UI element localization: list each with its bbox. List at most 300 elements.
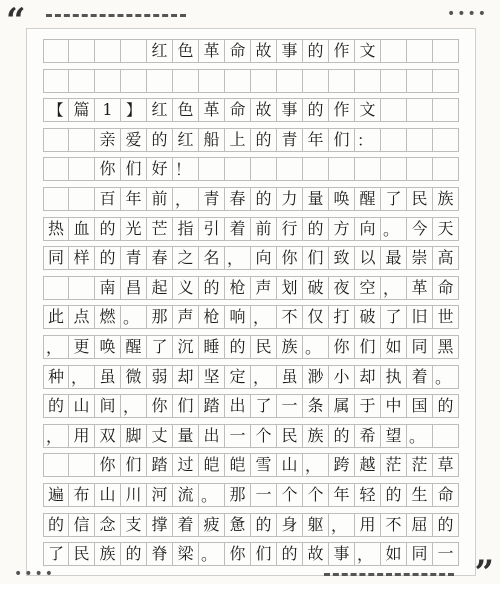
grid-cell: 弱	[147, 365, 173, 389]
grid-cell: 以	[355, 246, 381, 270]
grid-cell: 虽	[277, 365, 303, 389]
grid-cell: 故	[303, 542, 329, 566]
grid-cell	[329, 157, 355, 181]
grid-cell: 出	[225, 394, 251, 418]
grid-cell: 的	[43, 394, 69, 418]
grid-cell: 民	[407, 187, 433, 211]
grid-cell: ，	[303, 453, 329, 477]
grid-cell: 山	[69, 394, 95, 418]
grid-cell: 事	[277, 39, 303, 63]
grid-cell	[407, 98, 433, 122]
grid-cell: 。	[199, 483, 225, 507]
grid-cell: 夜	[329, 276, 355, 300]
bottom-dashed-border	[324, 573, 454, 576]
grid-cell: 一	[225, 424, 251, 448]
grid-cell: 属	[329, 394, 355, 418]
grid-cell: 踏	[199, 394, 225, 418]
close-quote-mark: ”	[474, 553, 494, 593]
grid-cell: 民	[251, 335, 277, 359]
grid-cell: 河	[147, 483, 173, 507]
grid-cell: 船	[199, 128, 225, 152]
grid-cell: 之	[173, 246, 199, 270]
grid-cell: 躯	[303, 513, 329, 537]
grid-cell	[277, 69, 303, 93]
grid-cell: 事	[277, 98, 303, 122]
grid-cell	[69, 187, 95, 211]
top-dashed-border	[46, 14, 186, 17]
grid-cell: 定	[225, 365, 251, 389]
text-row	[43, 98, 459, 122]
grid-cell	[43, 39, 69, 63]
grid-cell: 的	[329, 424, 355, 448]
grid-cell: 生	[407, 483, 433, 507]
grid-cell: 红	[147, 98, 173, 122]
grid-cell: 同	[407, 335, 433, 359]
grid-cell: 们	[121, 453, 147, 477]
grid-cell: 撑	[147, 513, 173, 537]
grid-cell: 昌	[121, 276, 147, 300]
grid-cell: 的	[303, 39, 329, 63]
grid-cell: 文	[355, 98, 381, 122]
grid-cell: 越	[355, 453, 381, 477]
grid-cell: 色	[173, 98, 199, 122]
grid-cell: 惫	[225, 513, 251, 537]
grid-cell: 了	[381, 305, 407, 329]
grid-cell	[95, 69, 121, 93]
grid-cell: 皑	[225, 453, 251, 477]
grid-cell: 】	[121, 98, 147, 122]
text-row	[43, 276, 459, 300]
grid-cell: 革	[199, 98, 225, 122]
grid-cell: 芒	[147, 217, 173, 241]
grid-cell: 打	[329, 305, 355, 329]
grid-cell: 种	[43, 365, 69, 389]
grid-cell: 信	[69, 513, 95, 537]
grid-cell: 屈	[407, 513, 433, 537]
grid-cell: ，	[43, 335, 69, 359]
grid-cell	[121, 39, 147, 63]
grid-cell: ，	[329, 513, 355, 537]
grid-cell: 中	[381, 394, 407, 418]
grid-cell: 血	[69, 217, 95, 241]
grid-cell	[69, 39, 95, 63]
grid-cell: 力	[277, 187, 303, 211]
grid-cell: 年	[121, 187, 147, 211]
grid-cell: 如	[381, 335, 407, 359]
essay-title-row	[43, 39, 459, 63]
grid-cell: 微	[121, 365, 147, 389]
grid-cell: 的	[147, 128, 173, 152]
grid-cell: 故	[251, 39, 277, 63]
grid-cell: 向	[251, 246, 277, 270]
grid-cell: 天	[433, 217, 459, 241]
grid-cell	[199, 157, 225, 181]
grid-cell: 用	[69, 424, 95, 448]
grid-cell: 皑	[199, 453, 225, 477]
bottom-left-dots: ••••	[14, 566, 56, 582]
grid-cell: 民	[69, 542, 95, 566]
grid-cell: 那	[225, 483, 251, 507]
grid-cell: 踏	[147, 453, 173, 477]
grid-cell: 个	[251, 424, 277, 448]
grid-cell: 间	[95, 394, 121, 418]
grid-cell: 旧	[407, 305, 433, 329]
grid-cell: 事	[329, 542, 355, 566]
grid-cell: 义	[173, 276, 199, 300]
grid-cell: 你	[95, 453, 121, 477]
grid-cell: 崇	[407, 246, 433, 270]
grid-cell: 茫	[407, 453, 433, 477]
grid-cell: 的	[43, 513, 69, 537]
grid-cell: 爱	[121, 128, 147, 152]
grid-cell: 你	[225, 542, 251, 566]
grid-cell: 那	[147, 305, 173, 329]
grid-cell: 仅	[303, 305, 329, 329]
text-row	[43, 305, 459, 329]
grid-cell: 的	[251, 187, 277, 211]
grid-cell: 枪	[199, 305, 225, 329]
grid-cell	[407, 128, 433, 152]
grid-cell: 着	[407, 365, 433, 389]
grid-cell	[43, 69, 69, 93]
grid-cell: 破	[303, 276, 329, 300]
grid-cell	[43, 453, 69, 477]
text-row	[43, 69, 459, 93]
grid-cell: 一	[251, 483, 277, 507]
grid-cell: 流	[173, 483, 199, 507]
grid-cell: 年	[329, 483, 355, 507]
grid-cell: 破	[355, 305, 381, 329]
grid-cell: 跨	[329, 453, 355, 477]
grid-cell: 声	[251, 276, 277, 300]
grid-cell: 一	[277, 394, 303, 418]
grid-cell: 的	[95, 246, 121, 270]
grid-cell: 了	[381, 187, 407, 211]
top-right-dots: ••••	[446, 6, 488, 22]
grid-cell: 们	[121, 157, 147, 181]
grid-cell: 色	[173, 39, 199, 63]
grid-cell: 同	[407, 542, 433, 566]
grid-cell	[251, 157, 277, 181]
grid-cell: 望	[381, 424, 407, 448]
grid-cell	[407, 39, 433, 63]
grid-cell: 此	[43, 305, 69, 329]
grid-cell: 你	[95, 157, 121, 181]
grid-cell: 作	[329, 98, 355, 122]
grid-cell: 们	[251, 542, 277, 566]
grid-cell	[407, 157, 433, 181]
grid-cell: 青	[199, 187, 225, 211]
grid-cell: 睡	[199, 335, 225, 359]
grid-cell	[355, 69, 381, 93]
grid-cell: 篇	[69, 98, 95, 122]
grid-cell	[225, 157, 251, 181]
grid-cell: 枪	[225, 276, 251, 300]
grid-cell: 你	[147, 394, 173, 418]
grid-cell	[303, 157, 329, 181]
grid-cell: 向	[355, 217, 381, 241]
grid-cell: 小	[329, 365, 355, 389]
grid-cell: 族	[303, 424, 329, 448]
grid-cell: ，	[69, 365, 95, 389]
grid-cell: 不	[381, 513, 407, 537]
grid-cell: 上	[225, 128, 251, 152]
grid-cell: 亲	[95, 128, 121, 152]
grid-cell	[43, 157, 69, 181]
grid-cell: 着	[225, 217, 251, 241]
grid-cell: 了	[43, 542, 69, 566]
text-row	[43, 217, 459, 241]
grid-cell	[95, 39, 121, 63]
grid-cell: 红	[173, 128, 199, 152]
grid-cell: 的	[381, 483, 407, 507]
grid-cell: 的	[277, 542, 303, 566]
grid-cell: 年	[303, 128, 329, 152]
grid-cell: ！	[173, 157, 199, 181]
text-row	[43, 335, 459, 359]
grid-cell: 醒	[355, 187, 381, 211]
grid-cell: 【	[43, 98, 69, 122]
grid-cell: 。	[121, 305, 147, 329]
grid-cell	[433, 98, 459, 122]
grid-cell	[381, 98, 407, 122]
grid-cell	[381, 69, 407, 93]
text-row	[43, 453, 459, 477]
grid-cell: 一	[433, 542, 459, 566]
grid-cell	[433, 157, 459, 181]
grid-cell: 个	[277, 483, 303, 507]
grid-cell: 。	[303, 335, 329, 359]
grid-cell: 渺	[303, 365, 329, 389]
grid-cell: 山	[95, 483, 121, 507]
grid-cell: 的	[225, 335, 251, 359]
grid-cell: 条	[303, 394, 329, 418]
grid-cell: 量	[173, 424, 199, 448]
grid-cell: 脚	[121, 424, 147, 448]
grid-cell: 黑	[433, 335, 459, 359]
grid-cell: 前	[147, 187, 173, 211]
grid-cell: 作	[329, 39, 355, 63]
grid-cell: 的	[95, 217, 121, 241]
grid-cell: 茫	[381, 453, 407, 477]
grid-cell: 。	[381, 217, 407, 241]
grid-cell	[225, 69, 251, 93]
grid-cell: 春	[225, 187, 251, 211]
grid-cell: 燃	[95, 305, 121, 329]
grid-cell: 方	[329, 217, 355, 241]
grid-cell: ，	[381, 276, 407, 300]
grid-cell: 梁	[173, 542, 199, 566]
grid-cell: 醒	[121, 335, 147, 359]
grid-cell: 的	[199, 276, 225, 300]
grid-cell: 疲	[199, 513, 225, 537]
grid-cell: ：	[355, 128, 381, 152]
grid-cell: 族	[95, 542, 121, 566]
grid-cell: 声	[173, 305, 199, 329]
grid-cell: 的	[121, 542, 147, 566]
grid-cell: ，	[251, 305, 277, 329]
grid-cell: 引	[199, 217, 225, 241]
grid-cell: ，	[43, 424, 69, 448]
text-row	[43, 365, 459, 389]
grid-cell: 1	[95, 98, 121, 122]
grid-cell	[433, 128, 459, 152]
grid-cell: 们	[173, 394, 199, 418]
grid-cell: 起	[147, 276, 173, 300]
grid-cell	[43, 276, 69, 300]
grid-cell: 族	[433, 187, 459, 211]
grid-cell	[433, 39, 459, 63]
grid-cell: 执	[381, 365, 407, 389]
grid-cell: 族	[277, 335, 303, 359]
grid-cell: 川	[121, 483, 147, 507]
grid-cell: 命	[433, 276, 459, 300]
grid-cell: 百	[95, 187, 121, 211]
grid-cell: 了	[147, 335, 173, 359]
grid-cell	[199, 69, 225, 93]
grid-cell: 出	[199, 424, 225, 448]
grid-cell: 。	[433, 365, 459, 389]
grid-cell	[407, 69, 433, 93]
grid-cell: 布	[69, 483, 95, 507]
grid-cell: ，	[355, 542, 381, 566]
grid-cell: 却	[355, 365, 381, 389]
grid-cell	[381, 128, 407, 152]
grid-cell: 行	[277, 217, 303, 241]
grid-cell	[355, 157, 381, 181]
grid-cell: 用	[355, 513, 381, 537]
grid-cell: 们	[329, 128, 355, 152]
grid-cell: 好	[147, 157, 173, 181]
text-row	[43, 157, 459, 181]
grid-cell	[69, 69, 95, 93]
grid-cell: 的	[251, 128, 277, 152]
grid-cell: 最	[381, 246, 407, 270]
grid-cell: 点	[69, 305, 95, 329]
grid-cell: 名	[199, 246, 225, 270]
grid-cell: 的	[303, 217, 329, 241]
grid-cell: 你	[329, 335, 355, 359]
grid-cell: 着	[173, 513, 199, 537]
grid-cell: 的	[251, 513, 277, 537]
grid-cell	[69, 157, 95, 181]
grid-cell	[69, 128, 95, 152]
grid-cell: 国	[407, 394, 433, 418]
grid-cell	[121, 69, 147, 93]
grid-cell: ，	[173, 187, 199, 211]
grid-cell: 过	[173, 453, 199, 477]
grid-cell: 文	[355, 39, 381, 63]
grid-cell: 同	[43, 246, 69, 270]
grid-cell: 沉	[173, 335, 199, 359]
grid-cell: 。	[199, 542, 225, 566]
grid-cell: ，	[121, 394, 147, 418]
grid-cell: 草	[433, 453, 459, 477]
grid-cell	[277, 157, 303, 181]
grid-cell	[433, 424, 459, 448]
grid-cell: 民	[277, 424, 303, 448]
grid-cell	[381, 39, 407, 63]
grid-cell: 南	[95, 276, 121, 300]
text-row	[43, 513, 459, 537]
grid-cell: 丈	[147, 424, 173, 448]
grid-cell: 不	[277, 305, 303, 329]
grid-cell: 命	[225, 98, 251, 122]
grid-cell: 的	[433, 394, 459, 418]
grid-cell: 轻	[355, 483, 381, 507]
grid-cell: 空	[355, 276, 381, 300]
grid-cell: 划	[277, 276, 303, 300]
grid-cell	[69, 453, 95, 477]
grid-cell: 世	[433, 305, 459, 329]
text-row	[43, 246, 459, 270]
grid-cell	[381, 157, 407, 181]
text-row	[43, 483, 459, 507]
grid-cell: 致	[329, 246, 355, 270]
grid-cell	[69, 276, 95, 300]
text-row	[43, 542, 459, 566]
grid-cell: 于	[355, 394, 381, 418]
grid-cell: 光	[121, 217, 147, 241]
grid-cell: 故	[251, 98, 277, 122]
grid-cell: 虽	[95, 365, 121, 389]
grid-cell: 春	[147, 246, 173, 270]
grid-cell: 高	[433, 246, 459, 270]
grid-cell: 念	[95, 513, 121, 537]
grid-cell: 支	[121, 513, 147, 537]
grid-cell: 脊	[147, 542, 173, 566]
grid-cell: 的	[303, 98, 329, 122]
grid-cell: 量	[303, 187, 329, 211]
grid-cell: 今	[407, 217, 433, 241]
grid-cell: 更	[69, 335, 95, 359]
open-quote-mark: “	[6, 1, 26, 41]
grid-cell: 坚	[199, 365, 225, 389]
grid-cell: 红	[147, 39, 173, 63]
grid-cell	[303, 69, 329, 93]
grid-cell: ，	[225, 246, 251, 270]
grid-cell: 了	[251, 394, 277, 418]
grid-cell: 如	[381, 542, 407, 566]
grid-cell: 响	[225, 305, 251, 329]
grid-cell	[147, 69, 173, 93]
grid-cell: 希	[355, 424, 381, 448]
grid-cell	[43, 128, 69, 152]
grid-cell: 们	[303, 246, 329, 270]
grid-cell	[43, 187, 69, 211]
grid-cell: 革	[199, 39, 225, 63]
grid-cell: 个	[303, 483, 329, 507]
grid-cell: 却	[173, 365, 199, 389]
grid-cell: 山	[277, 453, 303, 477]
grid-cell	[251, 69, 277, 93]
grid-cell: 革	[407, 276, 433, 300]
grid-cell: 唤	[95, 335, 121, 359]
grid-cell	[329, 69, 355, 93]
grid-cell: 样	[69, 246, 95, 270]
grid-cell: 的	[433, 513, 459, 537]
grid-cell: 你	[277, 246, 303, 270]
grid-paper	[26, 28, 476, 576]
grid-cell: 唤	[329, 187, 355, 211]
grid-cell: 命	[225, 39, 251, 63]
grid-cell: ，	[251, 365, 277, 389]
grid-cell: 前	[251, 217, 277, 241]
grid-cell: 命	[433, 483, 459, 507]
grid-cell: 雪	[251, 453, 277, 477]
text-row	[43, 394, 459, 418]
grid-cell	[173, 69, 199, 93]
